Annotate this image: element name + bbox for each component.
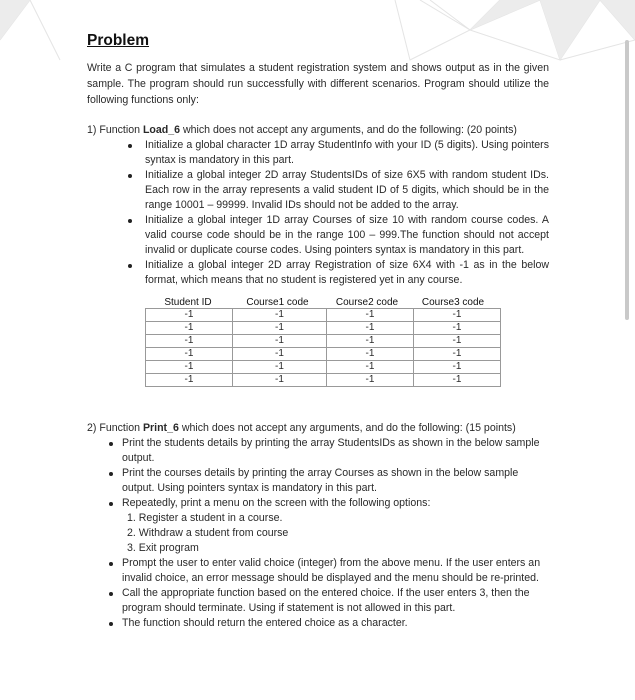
- list-item: Initialize a global integer 2D array Registration of size 6X4 with -1 as in the below format, which means that no student is registered yet in any course.: [145, 259, 549, 286]
- menu-options: [127, 511, 542, 556]
- section-heading: 1) Function Load_6 which does not accept any arguments, and do the following: (20 points): [87, 124, 517, 136]
- table-cell: -1: [327, 374, 414, 387]
- table-cell: -1: [327, 348, 414, 361]
- column-header: Course1 code: [246, 297, 309, 308]
- table-cell: -1: [146, 335, 233, 348]
- intro-paragraph: Write a C program that simulates a student registration system and shows output as in the given sample. The program should run successfully with different scenarios. Program should utilize the following functions only:: [87, 62, 549, 106]
- table-cell: -1: [327, 309, 414, 322]
- list-item: Print the courses details by printing the array Courses as shown in the below sample output. Using pointers syntax is mandatory in this part.: [122, 466, 542, 496]
- table-row: [146, 348, 501, 361]
- function-name: Print_6: [142, 422, 179, 434]
- table-cell: -1: [414, 309, 501, 322]
- section-load-6: [87, 123, 549, 288]
- table-cell: -1: [414, 348, 501, 361]
- table-cell: -1: [146, 374, 233, 387]
- table-cell: -1: [233, 361, 327, 374]
- section-print-6: [87, 421, 542, 631]
- list-item: Call the appropriate function based on the entered choice. If the user enters 3, then the program should terminate. Using if statement is not allowed in this part.: [122, 586, 542, 616]
- table-cell: -1: [414, 335, 501, 348]
- menu-option: 2. Withdraw a student from course: [127, 527, 289, 539]
- table-cell: -1: [414, 361, 501, 374]
- table-cell: -1: [414, 374, 501, 387]
- column-header: Course3 code: [421, 297, 485, 308]
- table-row: [146, 335, 501, 348]
- table-cell: -1: [327, 361, 414, 374]
- table-cell: -1: [146, 309, 233, 322]
- table-row: [146, 361, 501, 374]
- registration-table: [145, 297, 501, 387]
- table-row: [146, 374, 501, 387]
- page-title: Problem: [87, 32, 150, 49]
- column-header: Student ID: [164, 297, 212, 308]
- table-cell: -1: [146, 348, 233, 361]
- table-cell: -1: [233, 322, 327, 335]
- scrollbar[interactable]: [625, 40, 629, 320]
- table-cell: -1: [327, 322, 414, 335]
- table-cell: -1: [233, 309, 327, 322]
- table-body: [145, 308, 501, 387]
- table-row: [146, 309, 501, 322]
- list-item: The function should return the entered choice as a character.: [122, 616, 542, 631]
- column-header: Course2 code: [335, 297, 399, 308]
- list-item: Initialize a global character 1D array StudentInfo with your ID (5 digits). Using pointers syntax is mandatory in this part.: [145, 139, 549, 166]
- table-header: [145, 297, 501, 308]
- bullet-list: [145, 138, 549, 288]
- table-cell: -1: [327, 335, 414, 348]
- list-item: Repeatedly, print a menu on the screen with the following options: 1. Register a student in a course. 2. Withdraw a student from course 3. Exit program: [122, 496, 542, 556]
- table-cell: -1: [414, 322, 501, 335]
- table-row: [146, 322, 501, 335]
- bullet-list: [122, 436, 542, 631]
- table-cell: -1: [233, 374, 327, 387]
- menu-option: 1. Register a student in a course.: [127, 512, 283, 524]
- table-cell: -1: [146, 361, 233, 374]
- list-item: Prompt the user to enter valid choice (integer) from the above menu. If the user enters an invalid choice, an error message should be displayed and the menu should be re-printed.: [122, 557, 541, 584]
- list-item: Initialize a global integer 2D array StudentsIDs of size 6X5 with random student IDs. Each row in the array represents a valid student ID of 5 digits, which should be in the range 10001 – 99999. Invalid IDs should not be added to the array.: [145, 169, 549, 211]
- menu-option: 3. Exit program: [127, 542, 199, 554]
- table-cell: -1: [146, 322, 233, 335]
- list-item: Print the students details by printing the array StudentsIDs as shown in the below sample output.: [122, 436, 542, 466]
- section-heading: 2) Function Print_6 which does not accept any arguments, and do the following: (15 points): [87, 422, 516, 434]
- function-name: Load_6: [142, 124, 181, 136]
- list-item: Initialize a global integer 1D array Courses of size 10 with random course codes. A valid course code should be in the range 100 – 999.The function should not accept invalid or duplicate course codes. Using pointers syntax is mandatory in this part.: [145, 214, 549, 256]
- table-cell: -1: [233, 348, 327, 361]
- table-cell: -1: [233, 335, 327, 348]
